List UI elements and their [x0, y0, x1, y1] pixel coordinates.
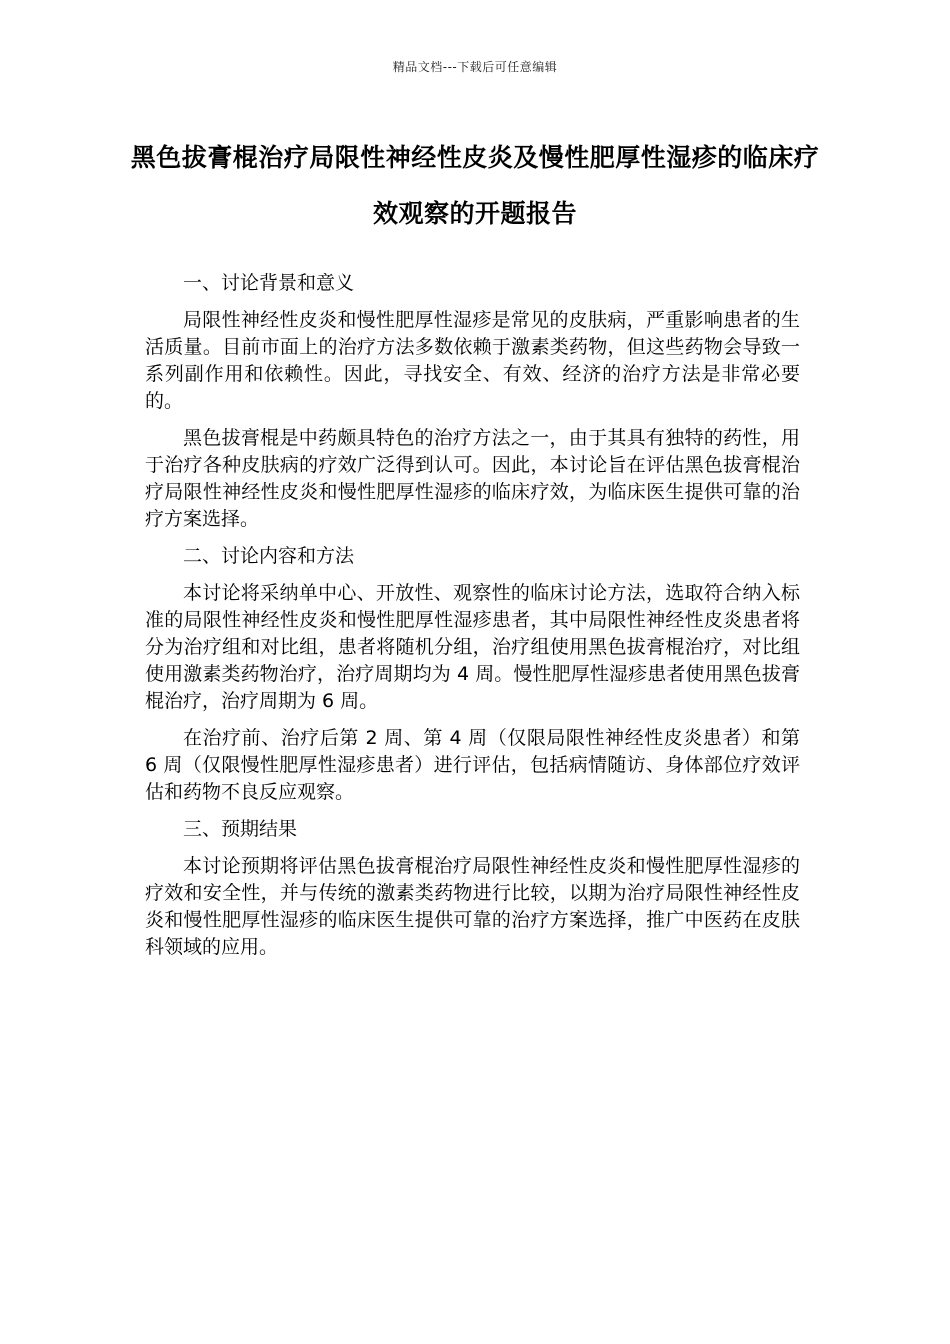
paragraph: 局限性神经性皮炎和慢性肥厚性湿疹是常见的皮肤病，严重影响患者的生活质量。目前市面上的治疗方法多数依赖于激素类药物，但这些药物会导致一系列副作用和依赖性。因此，寻找安全、有效、经济的治疗方法是非常必要的。 — [145, 309, 800, 412]
section-background — [145, 270, 800, 533]
section-methods — [145, 543, 800, 806]
section-heading: 三、预期结果 — [183, 818, 298, 840]
section-heading: 一、讨论背景和意义 — [183, 272, 355, 294]
header-note: 精品文档---下载后可任意编辑 — [392, 60, 558, 74]
paragraph: 本讨论将采纳单中心、开放性、观察性的临床讨论方法，选取符合纳入标准的局限性神经性皮炎和慢性肥厚性湿疹患者，其中局限性神经性皮炎患者将分为治疗组和对比组，患者将随机分组，治疗组使用黑色拔膏棍治疗，对比组使用激素类药物治疗，治疗周期均为 4 周。慢性肥厚性湿疹患者使用黑色拔膏棍治疗，治疗周期为 6 周。 — [145, 582, 800, 712]
document-body — [145, 270, 800, 971]
paragraph: 黑色拔膏棍是中药颇具特色的治疗方法之一，由于其具有独特的药性，用于治疗各种皮肤病的疗效广泛得到认可。因此，本讨论旨在评估黑色拔膏棍治疗局限性神经性皮炎和慢性肥厚性湿疹的临床疗效，为临床医生提供可靠的治疗方案选择。 — [145, 427, 800, 530]
paragraph: 本讨论预期将评估黑色拔膏棍治疗局限性神经性皮炎和慢性肥厚性湿疹的疗效和安全性，并与传统的激素类药物进行比较，以期为治疗局限性神经性皮炎和慢性肥厚性湿疹的临床医生提供可靠的治疗方案选择，推广中医药在皮肤科领域的应用。 — [145, 855, 800, 958]
paragraph: 在治疗前、治疗后第 2 周、第 4 周（仅限局限性神经性皮炎患者）和第 6 周（仅限慢性肥厚性湿疹患者）进行评估，包括病情随访、身体部位疗效评估和药物不良反应观察。 — [145, 727, 800, 803]
section-expected-results — [145, 816, 800, 961]
document-title: 黑色拔膏棍治疗局限性神经性皮炎及慢性肥厚性湿疹的临床疗效观察的开题报告 — [130, 143, 820, 228]
section-heading: 二、讨论内容和方法 — [183, 545, 355, 567]
